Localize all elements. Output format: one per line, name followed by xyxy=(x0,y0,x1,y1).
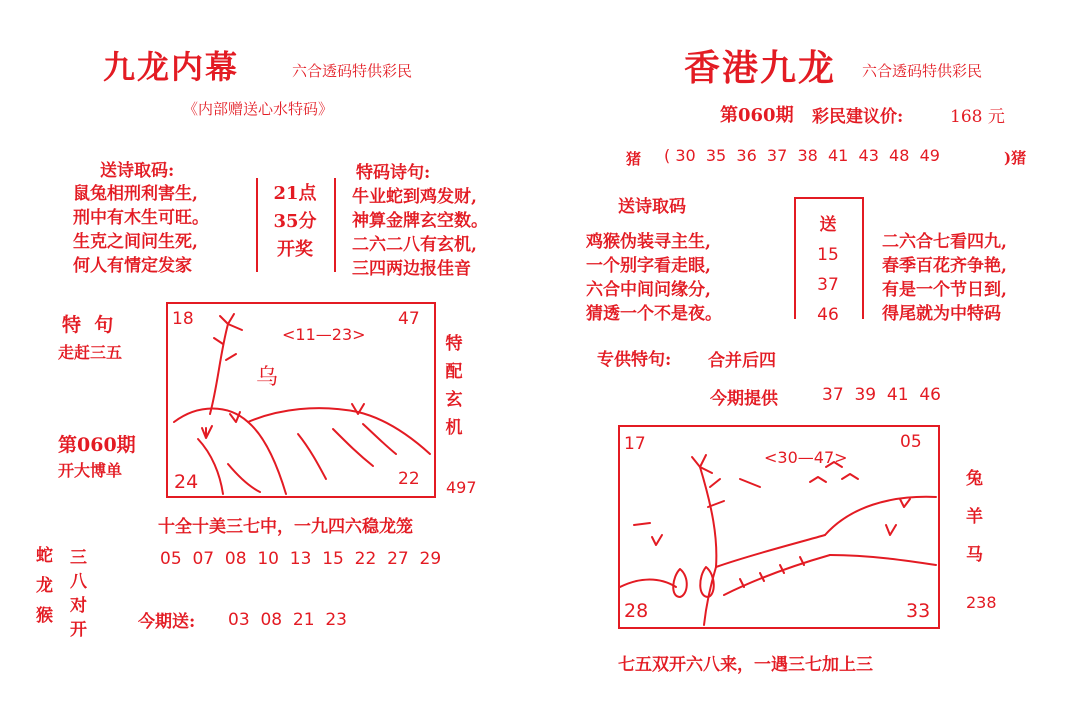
right-picture-sketch xyxy=(620,427,938,627)
right-side-animal: 兔 xyxy=(966,469,983,489)
right-poem-2-line: 有是一个节日到, xyxy=(882,280,1007,300)
right-pic-num-tl: 17 xyxy=(624,434,646,454)
right-pic-num-br: 33 xyxy=(906,600,931,622)
right-price-label: 彩民建议价: xyxy=(812,107,904,127)
right-special-label: 专供特句: xyxy=(597,350,672,370)
right-poem-2-line: 春季百花齐争艳, xyxy=(882,256,1007,276)
left-poem-line: 鼠兔相刑利害生, xyxy=(73,184,198,204)
left-animal: 猴 xyxy=(36,606,53,626)
right-send xyxy=(796,210,860,330)
right-pig-left: 猪 xyxy=(626,150,642,168)
left-animals xyxy=(36,541,53,631)
left-pair-char: 开 xyxy=(70,620,87,640)
right-side-number: 238 xyxy=(966,593,997,612)
left-pic-bird: 乌 xyxy=(256,365,279,390)
left-pic-num-tl: 18 xyxy=(172,309,194,329)
right-title: 香港九龙 xyxy=(684,47,837,89)
left-numbers: 05 07 08 10 13 15 22 27 29 xyxy=(160,549,442,569)
right-slogan: 七五双开六八来，一遇三七加上三 xyxy=(618,655,873,675)
right-pic-num-tr: 05 xyxy=(900,432,922,452)
left-special xyxy=(352,185,488,281)
right-poem-heading: 送诗取码 xyxy=(618,197,686,217)
left-poem xyxy=(73,182,209,278)
right-send-number: 46 xyxy=(817,305,839,325)
right-side-animals xyxy=(966,460,983,574)
left-special-line: 三四两边报佳音 xyxy=(352,259,471,279)
left-picture-sketch xyxy=(168,304,434,496)
right-send-number: 15 xyxy=(817,245,839,265)
left-special-heading: 特码诗句: xyxy=(356,163,431,183)
left-poem-line: 生克之间问生死, xyxy=(73,232,198,252)
left-period: 第060期 xyxy=(58,434,136,456)
left-special-line: 神算金牌玄空数。 xyxy=(352,211,488,231)
right-subtitle: 六合透码特供彩民 xyxy=(862,62,983,80)
left-pic-num-br: 22 xyxy=(398,469,420,489)
left-period-sub: 开大博单 xyxy=(58,461,123,480)
left-poem-line: 刑中有木生可旺。 xyxy=(73,208,209,228)
right-provide-numbers: 37 39 41 46 xyxy=(822,385,941,405)
left-time-line: 开奖 xyxy=(277,239,313,260)
right-price-value: 168 元 xyxy=(950,107,1005,127)
right-poem-2-line: 二六合七看四九, xyxy=(882,232,1007,252)
right-period: 第060期 xyxy=(720,105,794,126)
right-poem-line: 一个别字看走眼, xyxy=(586,256,711,276)
left-pair xyxy=(70,546,87,642)
left-subtitle: 六合透码特供彩民 xyxy=(292,62,413,80)
left-tejv-label: 特 句 xyxy=(62,314,114,336)
right-pig-right: )猪 xyxy=(1004,149,1027,167)
left-pair-char: 八 xyxy=(70,572,87,592)
left-title: 九龙内幕 xyxy=(103,48,240,86)
right-pig-numbers: ( 30 35 36 37 38 41 43 48 49 xyxy=(664,146,940,165)
left-poem-line: 何人有情定发家 xyxy=(73,256,192,276)
right-side-animal: 羊 xyxy=(966,507,983,527)
right-poem-2 xyxy=(882,230,1007,326)
left-side-number: 497 xyxy=(446,478,477,497)
right-poem-line: 六合中间问缘分, xyxy=(586,280,711,300)
left-time xyxy=(262,180,328,264)
left-time-line: 35分 xyxy=(273,211,317,232)
left-pic-range: <11—23> xyxy=(282,325,366,344)
right-poem-2-line: 得尾就为中特码 xyxy=(882,304,1001,324)
left-special-line: 牛业蛇到鸡发财, xyxy=(352,187,477,207)
left-note: 《内部赠送心水特码》 xyxy=(183,100,334,118)
left-pair-char: 三 xyxy=(70,548,87,568)
right-poem-line: 鸡猴伪装寻主生, xyxy=(586,232,711,252)
left-side-vertical: 特配玄机 xyxy=(445,334,463,438)
right-pic-num-bl: 28 xyxy=(624,600,649,622)
left-today-numbers: 03 08 21 23 xyxy=(228,610,347,630)
right-poem-line: 猜透一个不是夜。 xyxy=(586,304,722,324)
left-special-line: 二六二八有玄机, xyxy=(352,235,477,255)
right-provide-label: 今期提供 xyxy=(710,389,778,409)
left-pic-num-bl: 24 xyxy=(174,471,199,493)
right-send-char: 送 xyxy=(819,215,837,235)
right-pic-range: <30—47> xyxy=(764,448,848,467)
left-animal: 龙 xyxy=(36,576,53,596)
left-time-line: 21点 xyxy=(273,183,317,204)
left-pair-char: 对 xyxy=(70,596,87,616)
left-slogan: 十全十美三七中，一九四六稳龙笼 xyxy=(158,517,413,537)
left-poem-heading: 送诗取码: xyxy=(100,161,175,181)
right-send-number: 37 xyxy=(817,275,839,295)
right-side-animal: 马 xyxy=(966,545,983,565)
right-special-text: 合并后四 xyxy=(708,351,776,371)
left-tejv-text: 走赶三五 xyxy=(58,343,123,362)
right-poem xyxy=(586,230,722,326)
left-animal: 蛇 xyxy=(36,546,53,566)
left-today-label: 今期送: xyxy=(138,612,196,632)
left-pic-num-tr: 47 xyxy=(398,309,420,329)
